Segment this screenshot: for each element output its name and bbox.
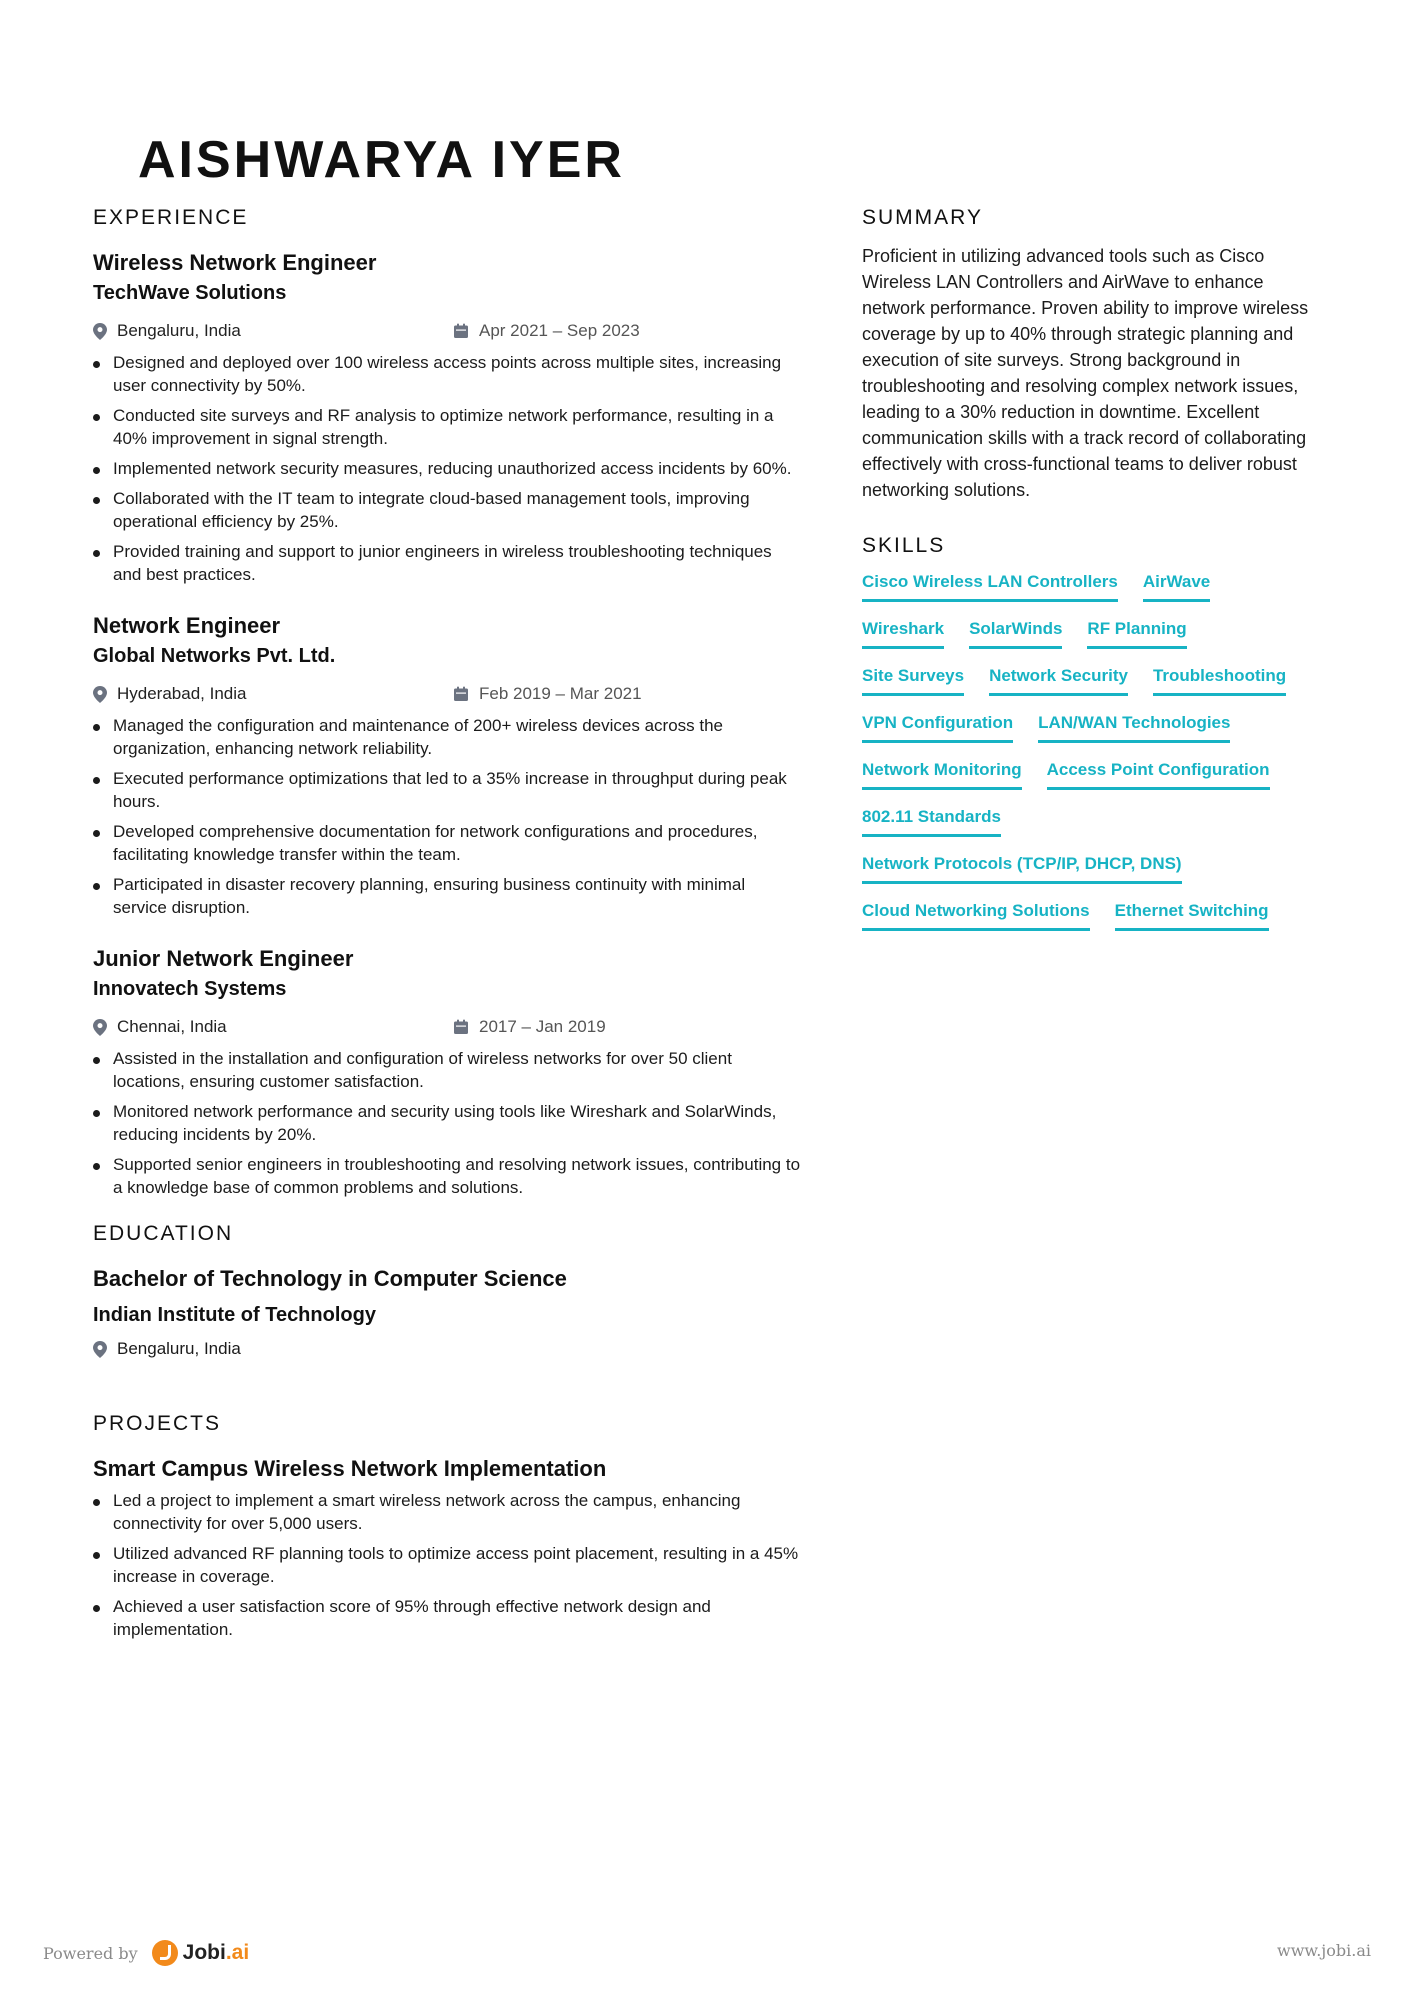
map-pin-icon [93,1341,107,1358]
job-location [93,321,453,341]
job-title: Junior Network Engineer [93,946,354,971]
skill-tag: Site Surveys [862,665,964,696]
job-company: Innovatech Systems [93,978,287,1000]
job-location-text: Bengaluru, India [117,321,241,340]
job-dates-text: 2017 – Jan 2019 [479,1017,606,1036]
list-item: Assisted in the installation and configuration of wireless networks for over 50 client locations, ensuring customer satisfaction. [93,1047,803,1093]
job-dates [453,1017,606,1037]
project-bullets [93,1489,803,1641]
jobi-logo-icon [152,1940,178,1966]
education-location [93,1337,803,1361]
job-meta [93,319,803,343]
education-institution: Indian Institute of Technology [93,1304,376,1326]
job-title: Wireless Network Engineer [93,250,377,275]
projects-heading: PROJECTS [93,1412,222,1435]
job-company: Global Networks Pvt. Ltd. [93,645,336,667]
project-title: Smart Campus Wireless Network Implementation [93,1456,607,1481]
map-pin-icon [93,686,107,703]
job-dates-text: Apr 2021 – Sep 2023 [479,321,640,340]
list-item: Achieved a user satisfaction score of 95% through effective network design and implementation. [93,1595,803,1641]
skill-tag: Access Point Configuration [1047,759,1270,790]
calendar-icon [453,1019,469,1035]
left-column [93,205,803,1648]
job-location-text: Hyderabad, India [117,684,247,703]
experience-list [93,249,803,1199]
logo-main-text: Jobi [182,1941,226,1964]
calendar-icon [453,323,469,339]
summary-text: Proficient in utilizing advanced tools such as Cisco Wireless LAN Controllers and AirWave to enhance network performance. Proven ability to improve wireless coverage by up to 40% through strategic planning and execution of site surveys. Strong background in troubleshooting and resolving complex network issues, leading to a 30% reduction in downtime. Excellent communication skills with a track record of collaborating effectively with cross-functional teams to deliver robust networking solutions. [862,246,1309,500]
skills-list [862,571,1322,947]
job-meta [93,1015,803,1039]
skill-tag: RF Planning [1087,618,1186,649]
logo-suffix-text: .ai [225,1941,250,1964]
job-dates-text: Feb 2019 – Mar 2021 [479,684,642,703]
jobi-logo[interactable] [152,1940,250,1966]
experience-entry [93,612,803,919]
skill-tag: Ethernet Switching [1115,900,1269,931]
experience-entry [93,249,803,586]
education-location-text: Bengaluru, India [117,1339,241,1358]
list-item: Monitored network performance and security using tools like Wireshark and SolarWinds, reducing incidents by 20%. [93,1100,803,1146]
job-title: Network Engineer [93,613,281,638]
skill-tag: VPN Configuration [862,712,1013,743]
skill-tag: Network Monitoring [862,759,1022,790]
experience-entry [93,945,803,1199]
skill-tag: Cisco Wireless LAN Controllers [862,571,1118,602]
skill-tag: Troubleshooting [1153,665,1286,696]
skill-tag: AirWave [1143,571,1210,602]
list-item: Utilized advanced RF planning tools to optimize access point placement, resulting in a 45% increase in coverage. [93,1542,803,1588]
list-item: Led a project to implement a smart wireless network across the campus, enhancing connectivity for over 5,000 users. [93,1489,803,1535]
skill-tag: Wireshark [862,618,944,649]
job-dates [453,321,640,341]
list-item: Collaborated with the IT team to integrate cloud-based management tools, improving operational efficiency by 25%. [93,487,803,533]
map-pin-icon [93,323,107,340]
list-item: Conducted site surveys and RF analysis to optimize network performance, resulting in a 40% improvement in signal strength. [93,404,803,450]
list-item: Supported senior engineers in troubleshooting and resolving network issues, contributing to a knowledge base of common problems and solutions. [93,1153,803,1199]
job-location [93,1017,453,1037]
job-meta [93,682,803,706]
list-item: Implemented network security measures, reducing unauthorized access incidents by 60%. [93,457,803,480]
powered-by-text: Powered by [43,1943,138,1963]
skill-tag: SolarWinds [969,618,1062,649]
skill-tag: LAN/WAN Technologies [1038,712,1230,743]
job-bullets [93,351,803,586]
summary-heading: SUMMARY [862,206,983,229]
job-location [93,684,453,704]
job-bullets [93,714,803,919]
list-item: Designed and deployed over 100 wireless access points across multiple sites, increasing user connectivity by 50%. [93,351,803,397]
footer-powered-by [43,1940,249,1966]
calendar-icon [453,686,469,702]
skill-tag: Network Security [989,665,1128,696]
job-location-text: Chennai, India [117,1017,227,1036]
skills-heading: SKILLS [862,534,946,557]
education-degree: Bachelor of Technology in Computer Science [93,1266,567,1291]
list-item: Managed the configuration and maintenance of 200+ wireless devices across the organization, enhancing network reliability. [93,714,803,760]
candidate-name: AISHWARYA IYER [138,131,625,180]
job-bullets [93,1047,803,1199]
job-dates [453,684,642,704]
skill-tag: Cloud Networking Solutions [862,900,1090,931]
footer-site-link[interactable]: www.jobi.ai [1277,1941,1371,1960]
list-item: Participated in disaster recovery planning, ensuring business continuity with minimal service disruption. [93,873,803,919]
right-column [862,205,1322,947]
list-item: Executed performance optimizations that led to a 35% increase in throughput during peak hours. [93,767,803,813]
list-item: Provided training and support to junior engineers in wireless troubleshooting techniques and best practices. [93,540,803,586]
list-item: Developed comprehensive documentation for network configurations and procedures, facilitating knowledge transfer within the team. [93,820,803,866]
skill-tag: Network Protocols (TCP/IP, DHCP, DNS) [862,853,1182,884]
experience-heading: EXPERIENCE [93,206,249,229]
map-pin-icon [93,1019,107,1036]
job-company: TechWave Solutions [93,282,287,304]
education-heading: EDUCATION [93,1222,234,1245]
skill-tag: 802.11 Standards [862,806,1001,837]
